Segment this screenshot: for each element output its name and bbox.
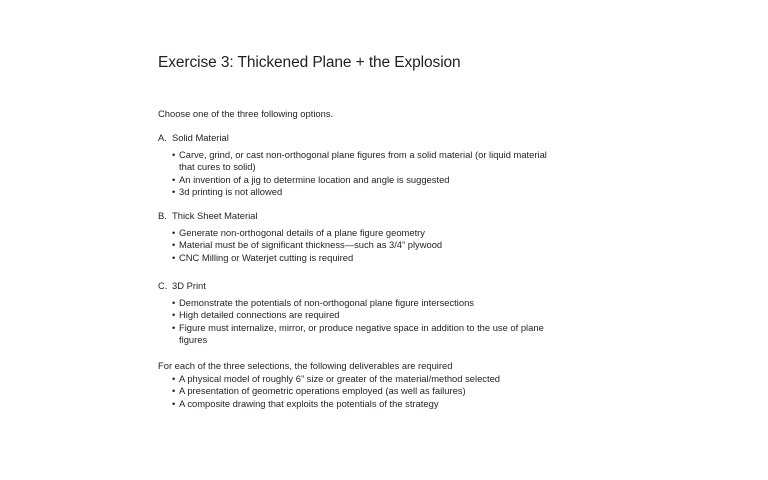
list-item-text: Demonstrate the potentials of non-orthogonal plane figure intersections — [179, 297, 474, 308]
section-solid-material — [158, 132, 558, 199]
intro-text: Choose one of the three following options. — [158, 108, 334, 119]
list-item — [158, 322, 558, 347]
section-3d-print — [158, 280, 558, 347]
list-item-text: A composite drawing that exploits the potentials of the strategy — [179, 397, 439, 409]
section-heading — [158, 132, 558, 144]
bullet-icon: • — [172, 309, 176, 321]
bullet-icon: • — [172, 321, 176, 333]
bullet-icon: • — [172, 385, 176, 397]
list-item — [158, 149, 558, 174]
list-item-text: 3d printing is not allowed — [179, 186, 283, 198]
document-page — [158, 52, 558, 409]
list-item — [158, 373, 558, 385]
bullet-icon: • — [172, 297, 176, 308]
list-item — [158, 227, 558, 239]
section-title: 3D Print — [172, 280, 206, 291]
bullet-icon: • — [172, 173, 176, 185]
section-letter: A. — [158, 132, 167, 143]
list-item-text: A presentation of geometric operations employed (as well as failures) — [179, 385, 466, 397]
list-item-text: Carve, grind, or cast non-orthogonal plane figures from a solid material (or liquid material that cures to solid) — [179, 149, 547, 173]
bullet-icon: • — [172, 397, 176, 409]
bullet-icon: • — [172, 373, 176, 384]
section-heading — [158, 280, 558, 292]
section-title: Thick Sheet Material — [172, 210, 258, 221]
bullet-icon: • — [172, 227, 176, 238]
section-deliverables — [158, 360, 558, 410]
list-item-text: CNC Milling or Waterjet cutting is required — [179, 251, 354, 263]
bullet-icon: • — [172, 239, 176, 251]
section-heading — [158, 210, 558, 222]
bullet-list — [158, 149, 558, 199]
section-letter: C. — [158, 280, 168, 291]
section-letter: B. — [158, 210, 167, 221]
bullet-list — [158, 227, 558, 264]
list-item-text: Material must be of significant thickness—such as 3/4” plywood — [179, 239, 443, 251]
bullet-list — [158, 373, 558, 410]
page-title: Exercise 3: Thickened Plane + the Explosion — [158, 54, 461, 71]
bullet-list — [158, 297, 558, 347]
section-title: Solid Material — [172, 132, 229, 143]
bullet-icon: • — [172, 251, 176, 263]
deliverables-heading: For each of the three selections, the following deliverables are required — [158, 360, 453, 371]
list-item — [158, 385, 558, 397]
bullet-icon: • — [172, 149, 176, 160]
list-item-text: An invention of a jig to determine location and angle is suggested — [179, 173, 450, 185]
list-item — [158, 186, 558, 198]
list-item — [158, 297, 558, 309]
list-item — [158, 174, 558, 186]
list-item-text: Figure must internalize, mirror, or produce negative space in addition to the use of plane figures — [179, 321, 544, 346]
list-item — [158, 252, 558, 264]
list-item — [158, 239, 558, 251]
bullet-icon: • — [172, 186, 176, 198]
list-item-text: A physical model of roughly 6” size or greater of the material/method selected — [179, 373, 500, 384]
list-item — [158, 398, 558, 410]
section-thick-sheet-material — [158, 210, 558, 264]
list-item — [158, 309, 558, 321]
list-item-text: Generate non-orthogonal details of a plane figure geometry — [179, 227, 425, 238]
list-item-text: High detailed connections are required — [179, 309, 340, 321]
